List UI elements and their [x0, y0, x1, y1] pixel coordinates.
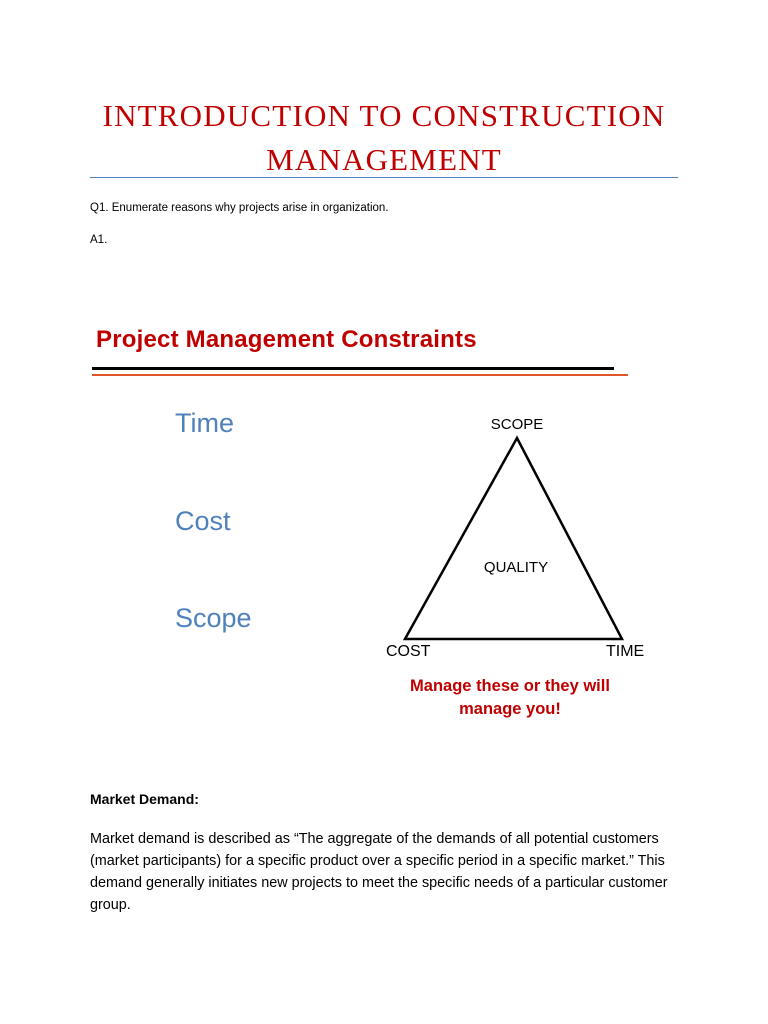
question-text: Q1. Enumerate reasons why projects arise in organization. [90, 202, 389, 214]
triangle-label-cost: COST [386, 643, 431, 660]
triangle-label-scope: SCOPE [490, 416, 544, 433]
section-heading: Market Demand: [90, 791, 199, 807]
figure-rule-red [92, 374, 628, 376]
constraint-time: Time [175, 408, 234, 438]
figure-heading: Project Management Constraints [96, 326, 477, 353]
constraint-triangle [370, 405, 660, 675]
document-title: INTRODUCTION TO CONSTRUCTION MANAGEMENT [102, 98, 666, 177]
figure-caption: Manage these or they will manage you! [410, 677, 610, 718]
triangle-shape [405, 438, 622, 639]
constraint-cost: Cost [175, 506, 231, 536]
figure-rule-black [92, 367, 614, 370]
triangle-label-quality: QUALITY [483, 559, 549, 576]
title-divider [90, 177, 678, 178]
constraint-scope: Scope [175, 603, 252, 633]
section-paragraph: Market demand is described as “The aggregate of the demands of all potential customers (market participants) for a specific product over a specific period in a specific market.” This demand generally initiates new projects to meet the specific needs of a particular customer group. [90, 831, 668, 913]
answer-label: A1. [90, 234, 108, 246]
triangle-label-time: TIME [606, 643, 645, 660]
